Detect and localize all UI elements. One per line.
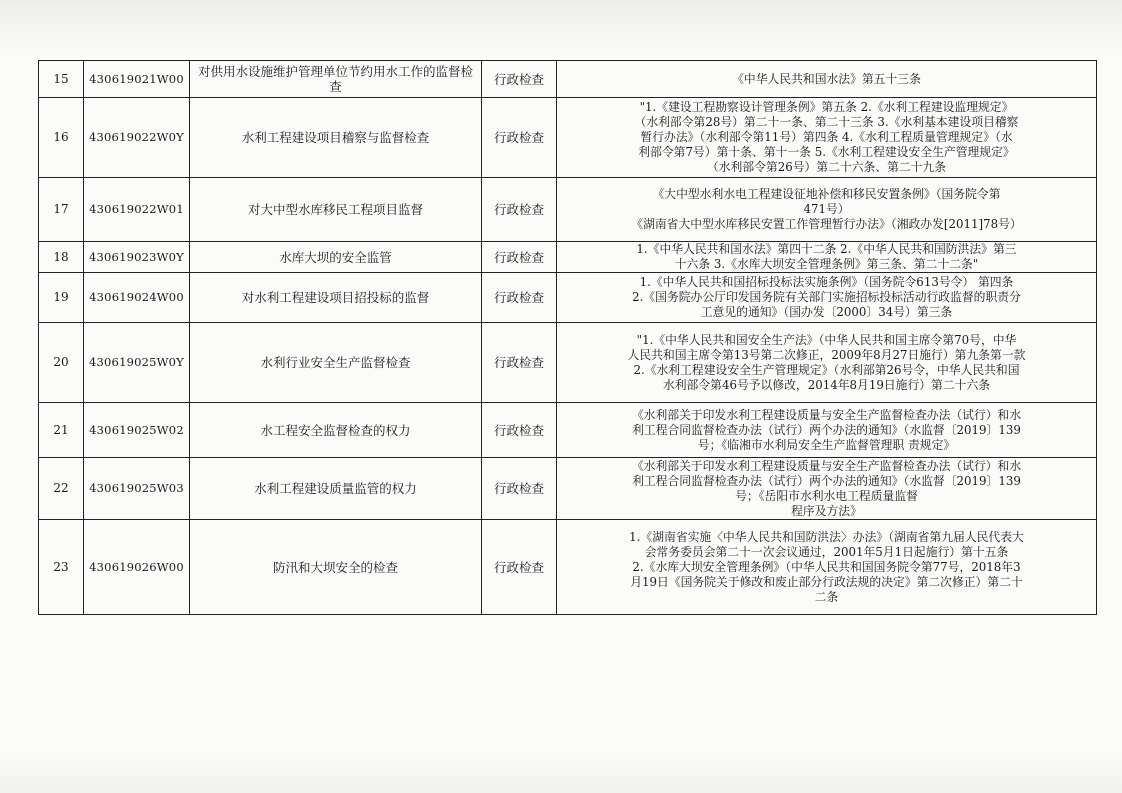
item-name: 水利行业安全生产监督检查 [190, 323, 482, 403]
item-code: 430619025W03 [84, 458, 190, 520]
item-type: 行政检查 [482, 323, 557, 403]
table-row [39, 458, 1097, 520]
item-code: 430619022W01 [84, 178, 190, 242]
row-number: 19 [39, 273, 84, 323]
basis-line: 二条 [814, 589, 839, 604]
item-type: 行政检查 [482, 242, 557, 273]
basis-line: "1.《建设工程勘察设计管理条例》第五条 2.《水利工程建设监理规定》 [639, 100, 1014, 114]
legal-basis [557, 403, 1097, 458]
basis-line: 会常务委员会第二十一次会议通过，2001年5月1日起施行）第十五条 [644, 544, 1009, 559]
row-number: 23 [39, 520, 84, 615]
basis-line: 月19日《国务院关于修改和废止部分行政法规的决定》第二次修正）第二十 [630, 574, 1023, 589]
row-number: 15 [39, 61, 84, 98]
item-type: 行政检查 [482, 178, 557, 242]
legal-basis [557, 323, 1097, 403]
scan-shading-top [0, 0, 1122, 58]
basis-line: 《水利部关于印发水利工程建设质量与安全生产监督检查办法（试行）和水 [631, 458, 1022, 473]
basis-line: 号；《临湘市水利局安全生产监督管理职 责规定》 [697, 437, 956, 452]
row-number: 20 [39, 323, 84, 403]
item-code: 430619025W02 [84, 403, 190, 458]
basis-line: 《湖南省大中型水库移民安置工作管理暂行办法》（湘政办发[2011]78号） [631, 217, 1022, 231]
item-code: 430619025W0Y [84, 323, 190, 403]
item-type: 行政检查 [482, 403, 557, 458]
row-number: 16 [39, 98, 84, 178]
basis-line: （水利部令第26号）第二十六条、第二十九条 [706, 160, 947, 174]
scan-shading-bottom [0, 753, 1122, 793]
legal-basis [557, 61, 1097, 98]
table-body [39, 61, 1097, 615]
legal-basis [557, 178, 1097, 242]
item-code: 430619023W0Y [84, 242, 190, 273]
basis-line: 利工程合同监督检查办法（试行）两个办法的通知》（水监督〔2019〕139 [632, 422, 1021, 437]
item-name: 防汛和大坝安全的检查 [190, 520, 482, 615]
table-row [39, 61, 1097, 98]
item-type: 行政检查 [482, 98, 557, 178]
item-name: 对供用水设施维护管理单位节约用水工作的监督检查 [190, 61, 482, 98]
table-row [39, 98, 1097, 178]
item-name: 水利工程建设质量监管的权力 [190, 458, 482, 520]
item-type: 行政检查 [482, 458, 557, 520]
basis-line: 2.《水利工程建设安全生产管理规定》（水利部第26号令，中华人民共和国 [633, 362, 1020, 377]
row-number: 18 [39, 242, 84, 273]
basis-line: 暂行办法》（水利部令第11号）第四条 4.《水利工程质量管理规定》（水 [640, 130, 1013, 144]
item-code: 430619026W00 [84, 520, 190, 615]
item-code: 430619022W0Y [84, 98, 190, 178]
basis-line: 《中华人民共和国水法》第五十三条 [732, 71, 921, 86]
basis-line: 程序及方法》 [791, 503, 862, 518]
basis-line: 1.《中华人民共和国招标投标法实施条例》（国务院令613号令） 第四条 [639, 275, 1014, 289]
basis-line: 工意见的通知》（国办发〔2000〕34号）第三条 [700, 305, 953, 319]
basis-line: 利部令第7号）第十条、第十一条 5.《水利工程建设安全生产管理规定》 [638, 145, 1015, 159]
basis-line: 利工程合同监督检查办法（试行）两个办法的通知》（水监督〔2019〕139 [632, 473, 1021, 488]
inspection-items-table [38, 60, 1097, 615]
basis-line: 1.《湖南省实施〈中华人民共和国防洪法〉办法》（湖南省第九届人民代表大 [629, 529, 1024, 544]
item-name: 对水利工程建设项目招投标的监督 [190, 273, 482, 323]
legal-basis [557, 98, 1097, 178]
table-row [39, 273, 1097, 323]
table-row [39, 323, 1097, 403]
legal-basis [557, 273, 1097, 323]
item-name: 水工程安全监督检查的权力 [190, 403, 482, 458]
basis-line: 人民共和国主席令第13号第二次修正，2009年8月27日施行）第九条第一款 [627, 347, 1026, 362]
basis-line: 2.《水库大坝安全管理条例》（中华人民共和国国务院令第77号，2018年3 [632, 559, 1021, 574]
item-type: 行政检查 [482, 61, 557, 98]
item-type: 行政检查 [482, 520, 557, 615]
table-row [39, 403, 1097, 458]
basis-line: 《大中型水利水电工程建设征地补偿和移民安置条例》（国务院令第 [652, 187, 1001, 201]
item-name: 水利工程建设项目稽察与监督检查 [190, 98, 482, 178]
row-number: 21 [39, 403, 84, 458]
legal-basis [557, 520, 1097, 615]
legal-basis [557, 242, 1097, 273]
basis-line: 十六条 3.《水库大坝安全管理条例》第三条、第二十二条" [674, 257, 979, 271]
item-name: 对大中型水库移民工程项目监督 [190, 178, 482, 242]
row-number: 17 [39, 178, 84, 242]
basis-line: 1.《中华人民共和国水法》第四十二条 2.《中华人民共和国防洪法》第三 [636, 242, 1017, 256]
item-name: 水库大坝的安全监管 [190, 242, 482, 273]
basis-line: 号；《岳阳市水利水电工程质量监督 [735, 488, 918, 503]
item-code: 430619021W00 [84, 61, 190, 98]
table-row [39, 520, 1097, 615]
legal-basis [557, 458, 1097, 520]
item-code: 430619024W00 [84, 273, 190, 323]
table-row [39, 178, 1097, 242]
basis-line: 水利部令第46号予以修改，2014年8月19日施行）第二十六条 [662, 377, 991, 392]
basis-line: "1.《中华人民共和国安全生产法》（中华人民共和国主席令第70号，中华 [636, 332, 1017, 347]
basis-line: 《水利部关于印发水利工程建设质量与安全生产监督检查办法（试行）和水 [631, 407, 1022, 422]
table-row [39, 242, 1097, 273]
basis-line: 2.《国务院办公厅印发国务院有关部门实施招标投标活动行政监督的职责分 [632, 290, 1021, 304]
basis-line: 471号） [803, 202, 850, 216]
item-type: 行政检查 [482, 273, 557, 323]
basis-line: （水利部令第28号）第二十一条、第二十三条 3.《水利基本建设项目稽察 [634, 115, 1019, 129]
row-number: 22 [39, 458, 84, 520]
